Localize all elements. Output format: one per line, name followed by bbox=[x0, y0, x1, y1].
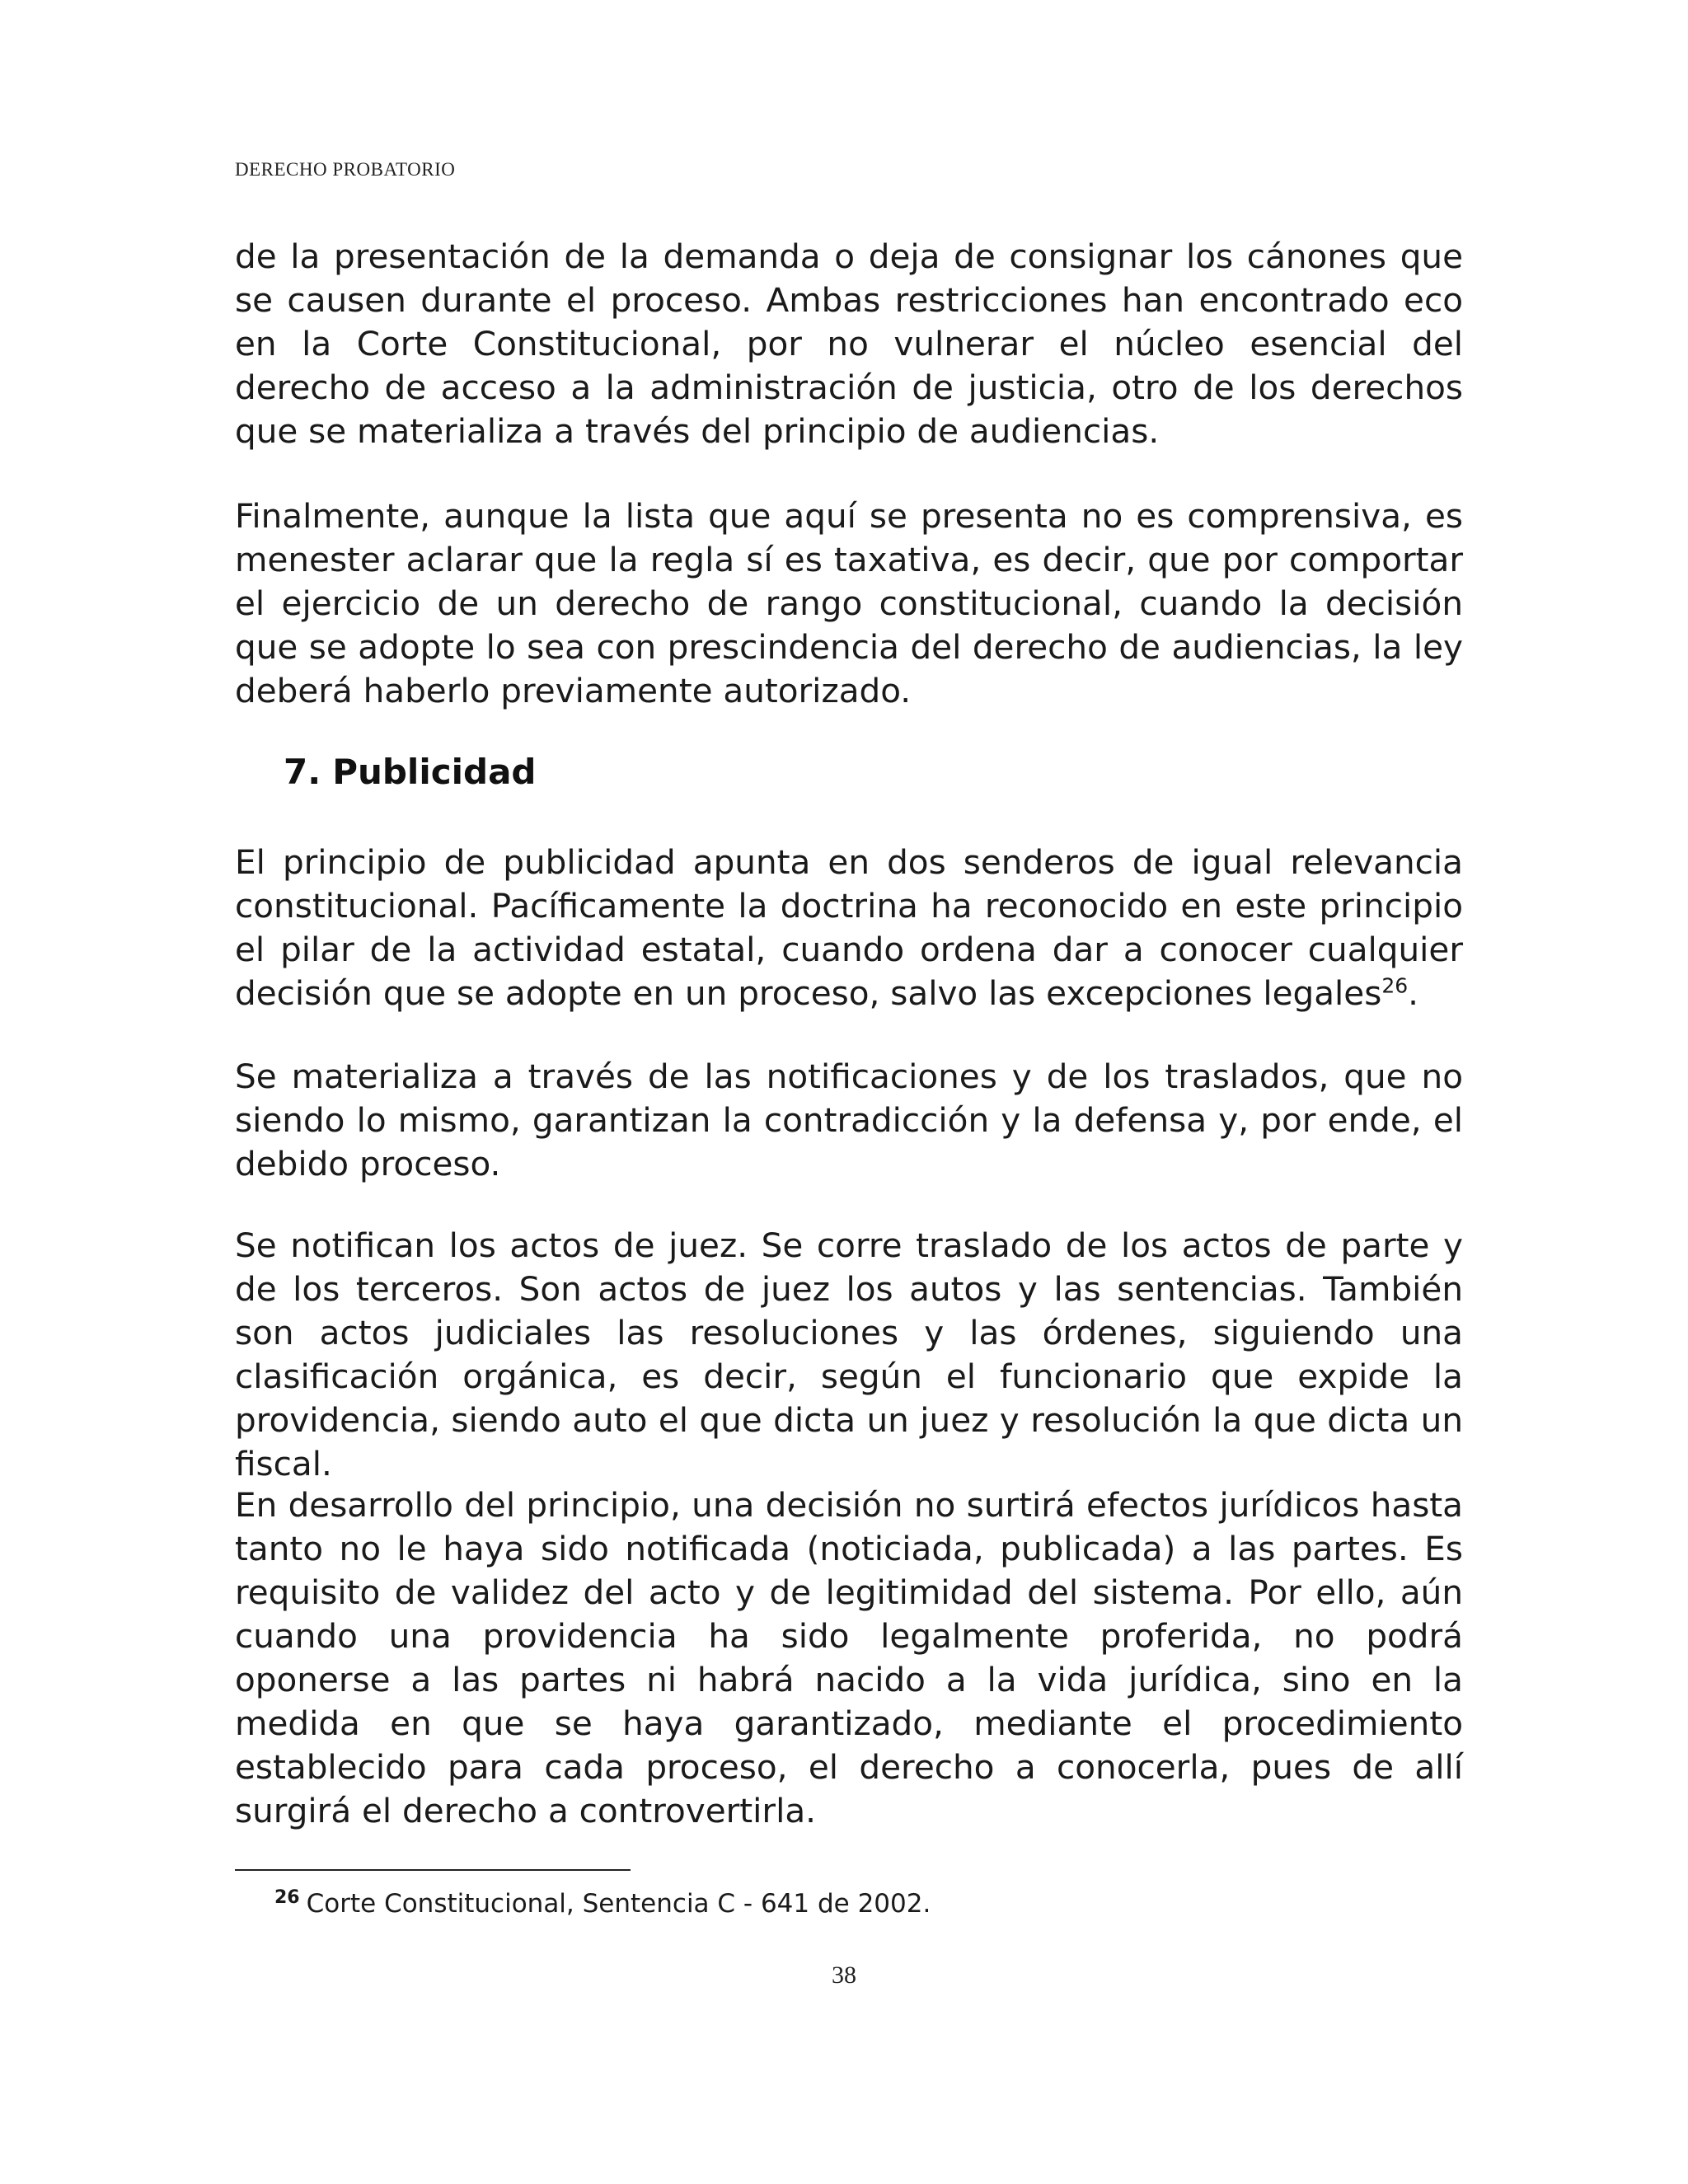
running-header: DERECHO PROBATORIO bbox=[235, 159, 456, 180]
paragraph-3-text: El principio de publicidad apunta en dos senderos de igual relevancia constitucional. Pacíficamente la doctrina ha reconocido en este principio el pilar de la actividad estatal, cuando ordena dar a conocer cualquier decisión que se adopte en un proceso, salvo las excepciones legales bbox=[235, 842, 1463, 1013]
footnote-text: Corte Constitucional, Sentencia C - 641 de 2002. bbox=[306, 1889, 931, 1919]
paragraph-3-end: . bbox=[1408, 973, 1418, 1013]
footnote-number: 26 bbox=[274, 1886, 300, 1908]
page-number: 38 bbox=[832, 1961, 856, 1989]
paragraph-4: Se materializa a través de las notificaciones y de los traslados, que no siendo lo mismo, garantizan la contradicción y la defensa y, por ende, el debido proceso. bbox=[235, 1057, 1463, 1183]
paragraph-5: Se notifican los actos de juez. Se corre traslado de los actos de parte y de los terceros. Son actos de juez los autos y las sentencias. También son actos judiciales las resoluciones y las órdenes, siguiendo una clasificación orgánica, es decir, según el funcionario que expide la providencia, siendo auto el que dicta un juez y resolución la que dicta un fiscal. bbox=[235, 1226, 1463, 1483]
paragraph-3 bbox=[235, 841, 1463, 1015]
footnote bbox=[274, 1887, 931, 1920]
paragraph-6: En desarrollo del principio, una decisión no surtirá efectos jurídicos hasta tanto no le haya sido notificada (noticiada, publicada) a las partes. Es requisito de validez del acto y de legitimidad del sistema. Por ello, aún cuando una providencia ha sido legalmente proferida, no podrá oponerse a las partes ni habrá nacido a la vida jurídica, sino en la medida en que se haya garantizado, mediante el procedimiento establecido para cada proceso, el derecho a conocerla, pues de allí surgirá el derecho a controvertirla. bbox=[235, 1485, 1463, 1830]
paragraph-1: de la presentación de la demanda o deja de consignar los cánones que se causen durante el proceso. Ambas restricciones han encontrado eco en la Corte Constitucional, por no vulnerar el núcleo esencial del derecho de acceso a la administración de justicia, otro de los derechos que se materializa a través del principio de audiencias. bbox=[235, 237, 1463, 451]
paragraph-2: Finalmente, aunque la lista que aquí se presenta no es comprensiva, es menester aclarar que la regla sí es taxativa, es decir, que por comportar el ejercicio de un derecho de rango constitucional, cuando la decisión que se adopte lo sea con prescindencia del derecho de audiencias, la ley deberá haberlo previamente autorizado. bbox=[235, 496, 1463, 710]
section-title: Publicidad bbox=[332, 752, 537, 792]
footnote-reference: 26 bbox=[1381, 973, 1409, 998]
section-heading bbox=[284, 750, 537, 794]
footnote-separator bbox=[235, 1869, 631, 1871]
section-number: 7. bbox=[284, 752, 321, 792]
